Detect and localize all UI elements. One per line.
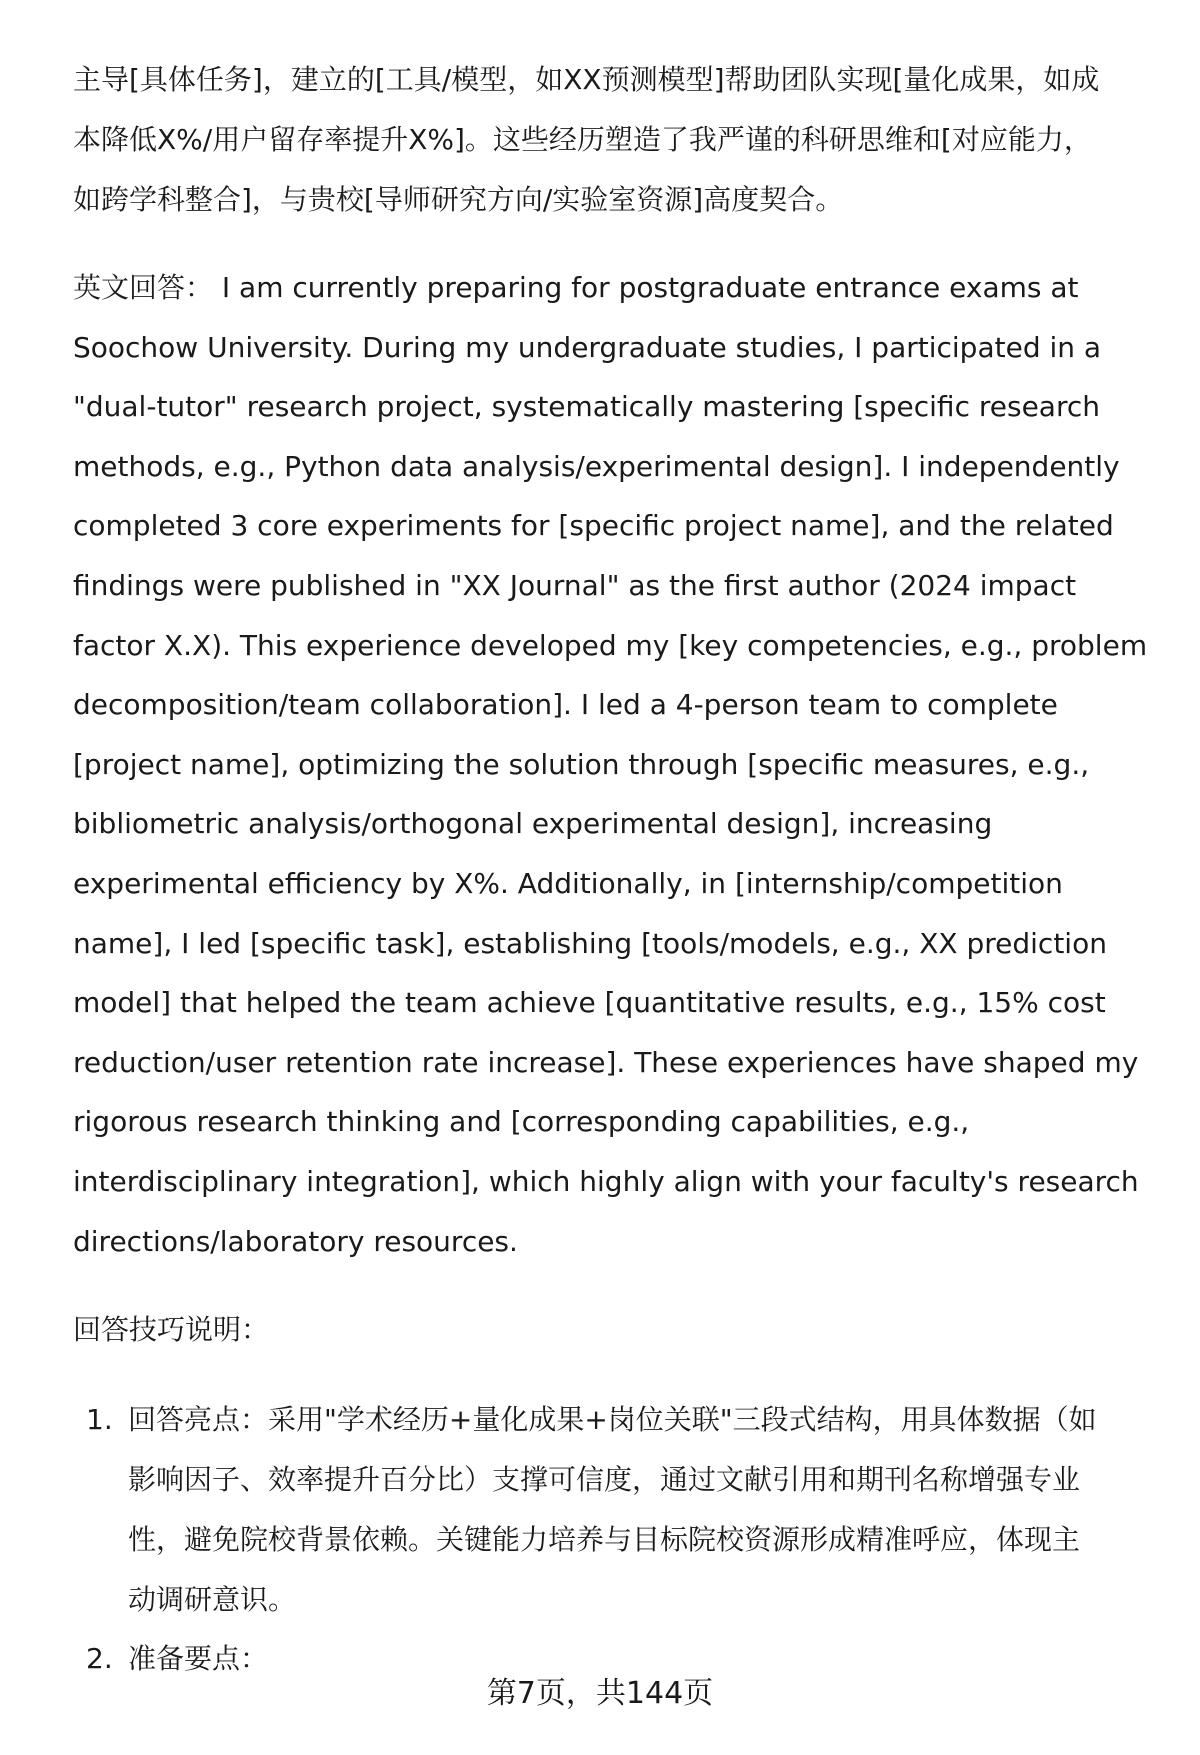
paragraph-line: [project name], optimizing the solution through [specific measures, e.g., bbox=[73, 747, 1090, 781]
paragraph-line: "dual-tutor" research project, systematically mastering [specific research bbox=[73, 390, 1100, 424]
list-item-line: 动调研意识。 bbox=[128, 1583, 297, 1616]
paragraph-line: rigorous research thinking and [corresponding capabilities, e.g., bbox=[73, 1105, 970, 1139]
paragraph-line: reduction/user retention rate increase]. These experiences have shaped my bbox=[73, 1045, 1139, 1079]
list-number: 1. bbox=[86, 1403, 113, 1436]
paragraph-line: model] that helped the team achieve [quantitative results, e.g., 15% cost bbox=[73, 986, 1106, 1020]
paragraph-line: interdisciplinary integration], which highly align with your faculty's research bbox=[73, 1165, 1139, 1198]
paragraph-line: factor X.X). This experience developed my [key competencies, e.g., problem bbox=[73, 628, 1148, 662]
paragraph-line: directions/laboratory resources. bbox=[73, 1224, 518, 1258]
tips-heading: 回答技巧说明： bbox=[73, 1313, 270, 1346]
list-item-line: 影响因子、效率提升百分比）支撑可信度，通过文献引用和期刊名称增强专业 bbox=[128, 1463, 1081, 1496]
page-footer: 第7页，共144页 bbox=[486, 1676, 714, 1711]
paragraph-line: Soochow University. During my undergraduate studies, I participated in a bbox=[73, 330, 1102, 364]
paragraph-line: 英文回答： I am currently preparing for postgraduate entrance exams at bbox=[73, 271, 1079, 304]
paragraph-line: bibliometric analysis/orthogonal experimental design], increasing bbox=[73, 807, 993, 841]
paragraph-line: 如跨学科整合]，与贵校[导师研究方向/实验室资源]高度契合。 bbox=[73, 183, 844, 216]
list-item-line: 准备要点： bbox=[128, 1642, 269, 1675]
list-item-line: 回答亮点：采用"学术经历+量化成果+岗位关联"三段式结构，用具体数据（如 bbox=[128, 1403, 1097, 1436]
list-number: 2. bbox=[86, 1642, 113, 1675]
paragraph-line: name], I led [specific task], establishing [tools/models, e.g., XX prediction bbox=[73, 926, 1107, 960]
list-item-line: 性，避免院校背景依赖。关键能力培养与目标院校资源形成精准呼应，体现主 bbox=[128, 1523, 1081, 1556]
paragraph-line: experimental efficiency by X%. Additionally, in [internship/competition bbox=[73, 867, 1063, 900]
paragraph-line: decomposition/team collaboration]. I led a 4-person team to complete bbox=[73, 688, 1058, 722]
paragraph-line: 主导[具体任务]，建立的[工具/模型，如XX预测模型]帮助团队实现[量化成果，如成 bbox=[73, 63, 1100, 96]
paragraph-line: 本降低X%/用户留存率提升X%]。这些经历塑造了我严谨的科研思维和[对应能力， bbox=[73, 123, 1092, 156]
paragraph-line: findings were published in "XX Journal" as the first author (2024 impact bbox=[73, 569, 1077, 602]
paragraph-line: completed 3 core experiments for [specific project name], and the related bbox=[73, 509, 1114, 543]
paragraph-line: methods, e.g., Python data analysis/experimental design]. I independently bbox=[73, 449, 1120, 483]
